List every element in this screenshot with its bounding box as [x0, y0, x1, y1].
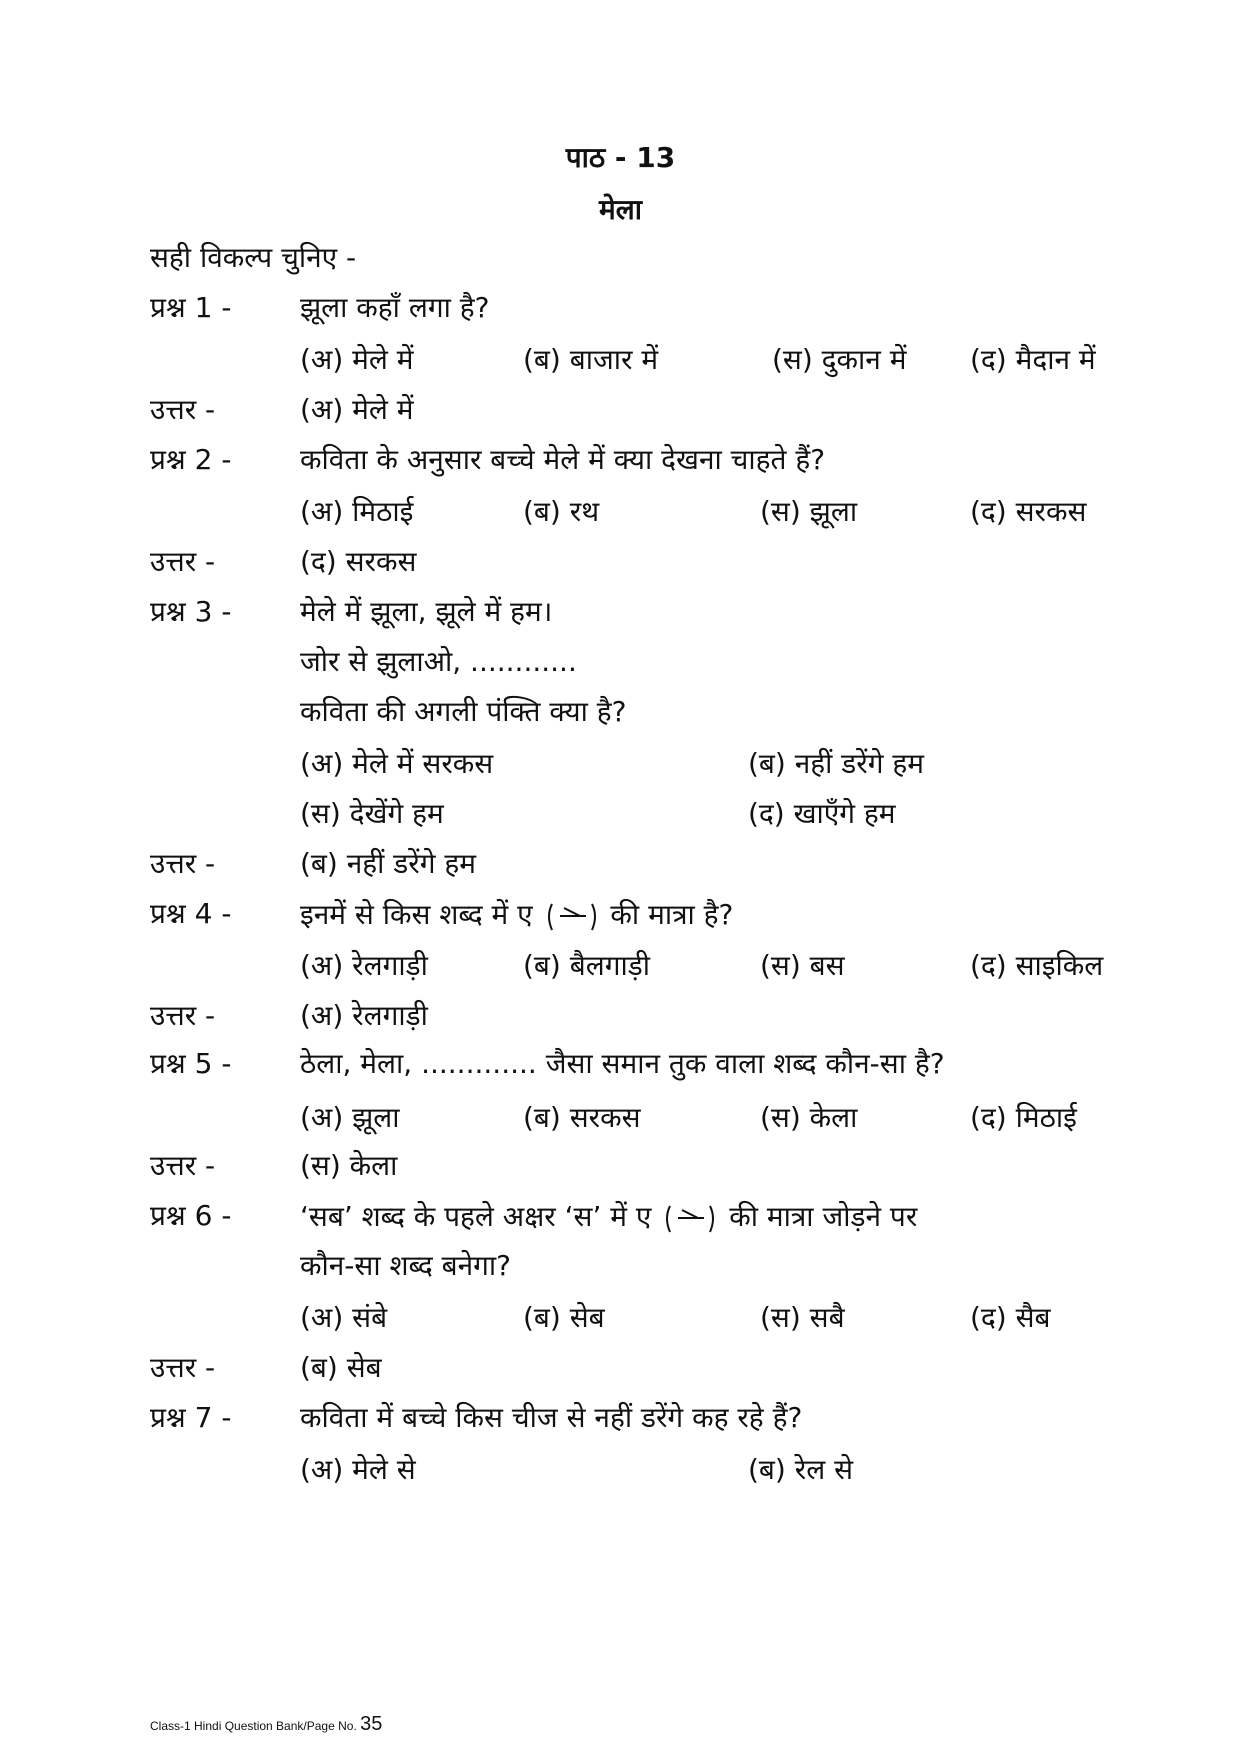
question-label: प्रश्न 5 -	[150, 1047, 232, 1080]
option-b: (ब) सेब	[523, 1301, 605, 1334]
question-label: प्रश्न 6 -	[150, 1199, 232, 1232]
option-c: (स) झूला	[760, 495, 858, 528]
option-b: (ब) नहीं डरेंगे हम	[748, 747, 925, 780]
answer-text: (द) सरकस	[300, 545, 417, 578]
e-matra-symbol-icon	[660, 1198, 720, 1238]
question-text-after: की मात्रा जोड़ने पर	[729, 1200, 918, 1233]
answer-label: उत्तर -	[150, 393, 216, 426]
question-label: प्रश्न 3 -	[150, 595, 232, 628]
option-a: (अ) संबे	[300, 1301, 388, 1334]
option-b: (ब) बैलगाड़ी	[523, 949, 650, 982]
question-text: झूला कहाँ लगा है?	[300, 291, 490, 324]
answer-text: (ब) सेब	[300, 1351, 382, 1384]
question-text-before: ‘सब’ शब्द के पहले अक्षर ‘स’ में ए	[300, 1200, 652, 1233]
option-d: (द) सैब	[970, 1301, 1051, 1334]
question-label: प्रश्न 7 -	[150, 1401, 232, 1434]
option-b: (ब) रथ	[523, 495, 600, 528]
answer-label: उत्तर -	[150, 847, 216, 880]
question-text-line-2: जोर से झुलाओ, ............	[300, 645, 577, 678]
answer-text: (स) केला	[300, 1149, 398, 1182]
question-text-line-2: कौन-सा शब्द बनेगा?	[300, 1249, 512, 1282]
option-b: (ब) रेल से	[748, 1453, 854, 1486]
answer-text: (ब) नहीं डरेंगे हम	[300, 847, 477, 880]
option-d: (द) साइकिल	[970, 949, 1104, 982]
option-c: (स) दुकान में	[772, 343, 907, 376]
instruction: सही विकल्प चुनिए -	[150, 241, 357, 274]
option-a: (अ) झूला	[300, 1101, 400, 1134]
page-number: 35	[360, 1713, 383, 1735]
question-label: प्रश्न 4 -	[150, 897, 232, 930]
option-c: (स) सबै	[760, 1301, 845, 1334]
question-text	[300, 1198, 917, 1238]
question-label: प्रश्न 1 -	[150, 291, 232, 324]
option-b: (ब) सरकस	[523, 1101, 641, 1134]
option-a: (अ) मिठाई	[300, 495, 414, 528]
page-footer	[150, 1713, 382, 1736]
option-c: (स) देखेंगे हम	[300, 797, 444, 830]
question-text	[300, 896, 733, 936]
answer-label: उत्तर -	[150, 545, 216, 578]
option-a: (अ) रेलगाड़ी	[300, 949, 428, 982]
question-text-before: इनमें से किस शब्द में ए	[300, 898, 533, 931]
answer-label: उत्तर -	[150, 1149, 216, 1182]
e-matra-symbol-icon	[542, 896, 602, 936]
option-d: (द) खाएँगे हम	[748, 797, 896, 830]
lesson-number: पाठ - 13	[565, 141, 676, 174]
option-a: (अ) मेले से	[300, 1453, 416, 1486]
option-d: (द) मिठाई	[970, 1101, 1077, 1134]
answer-label: उत्तर -	[150, 999, 216, 1032]
option-d: (द) सरकस	[970, 495, 1087, 528]
option-c: (स) बस	[760, 949, 845, 982]
question-text: कविता के अनुसार बच्चे मेले में क्या देखना चाहते हैं?	[300, 443, 826, 476]
option-a: (अ) मेले में सरकस	[300, 747, 494, 780]
question-text-line-1: मेले में झूला, झूले में हम।	[300, 595, 553, 628]
question-text: कविता में बच्चे किस चीज से नहीं डरेंगे कह रहे हैं?	[300, 1401, 803, 1434]
question-label: प्रश्न 2 -	[150, 443, 232, 476]
answer-label: उत्तर -	[150, 1351, 216, 1384]
option-d: (द) मैदान में	[970, 343, 1096, 376]
option-c: (स) केला	[760, 1101, 858, 1134]
answer-text: (अ) मेले में	[300, 393, 414, 426]
option-a: (अ) मेले में	[300, 343, 414, 376]
option-b: (ब) बाजार में	[523, 343, 659, 376]
question-text: ठेला, मेला, ............. जैसा समान तुक वाला शब्द कौन-सा है?	[300, 1047, 945, 1080]
footer-text: Class-1 Hindi Question Bank/Page No.	[150, 1719, 357, 1733]
question-text-line-3: कविता की अगली पंक्ति क्या है?	[300, 695, 627, 728]
question-text-after: की मात्रा है?	[610, 898, 734, 931]
lesson-title: मेला	[599, 193, 642, 226]
answer-text: (अ) रेलगाड़ी	[300, 999, 428, 1032]
